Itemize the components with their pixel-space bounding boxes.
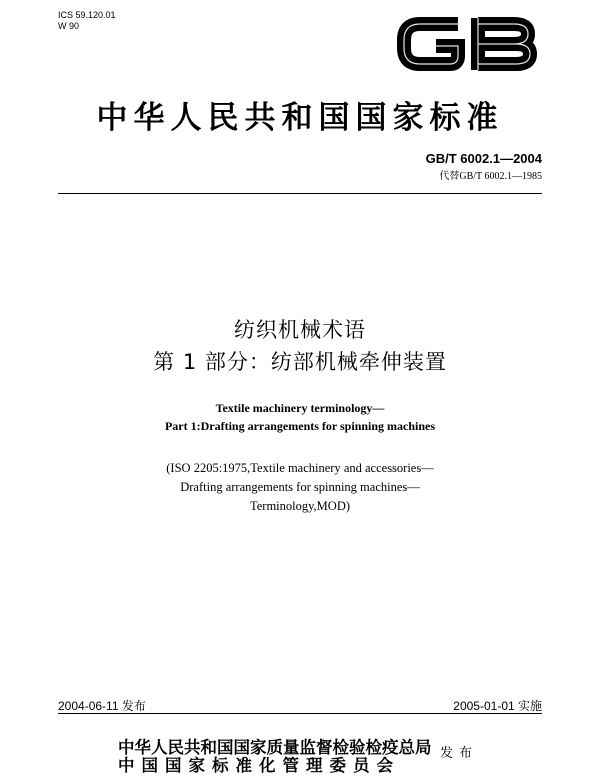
bottom-divider: [58, 713, 542, 714]
iso-reference-line-1: (ISO 2205:1975,Textile machinery and accessories—: [166, 461, 434, 475]
gb-logo-icon: [392, 10, 540, 78]
iso-reference-line-2: Drafting arrangements for spinning machines—: [180, 480, 420, 494]
ics-code: ICS 59.120.01: [58, 10, 116, 20]
chinese-title-line-2: 第 1 部分：纺部机械牵伸装置: [153, 350, 447, 374]
issue-date: 2004-06-11 发布: [58, 699, 146, 713]
standard-number-block: [426, 151, 542, 182]
classification-codes: [58, 10, 116, 32]
chinese-title-line-1: 纺织机械术语: [234, 318, 366, 342]
top-divider: [58, 193, 542, 194]
ccs-code: W 90: [58, 21, 80, 31]
national-standard-title: 中华人民共和国国家标准: [96, 100, 504, 136]
english-title-line-1: Textile machinery terminology—: [215, 401, 385, 415]
effective-date: 2005-01-01 实施: [453, 699, 542, 713]
publish-label: 发布: [440, 746, 479, 761]
issuer-aqsiq: 中华人民共和国国家质量监督检验检疫总局: [118, 738, 432, 757]
standard-number: GB/T 6002.1—2004: [425, 151, 542, 166]
iso-reference-line-3: Terminology,MOD): [249, 499, 351, 513]
english-title-line-2: Part 1:Drafting arrangements for spinning machines: [164, 419, 436, 433]
replaces-standard: 代替GB/T 6002.1—1985: [439, 171, 542, 182]
issuer-sac: 中国国家标准化管理委员会: [118, 756, 400, 775]
